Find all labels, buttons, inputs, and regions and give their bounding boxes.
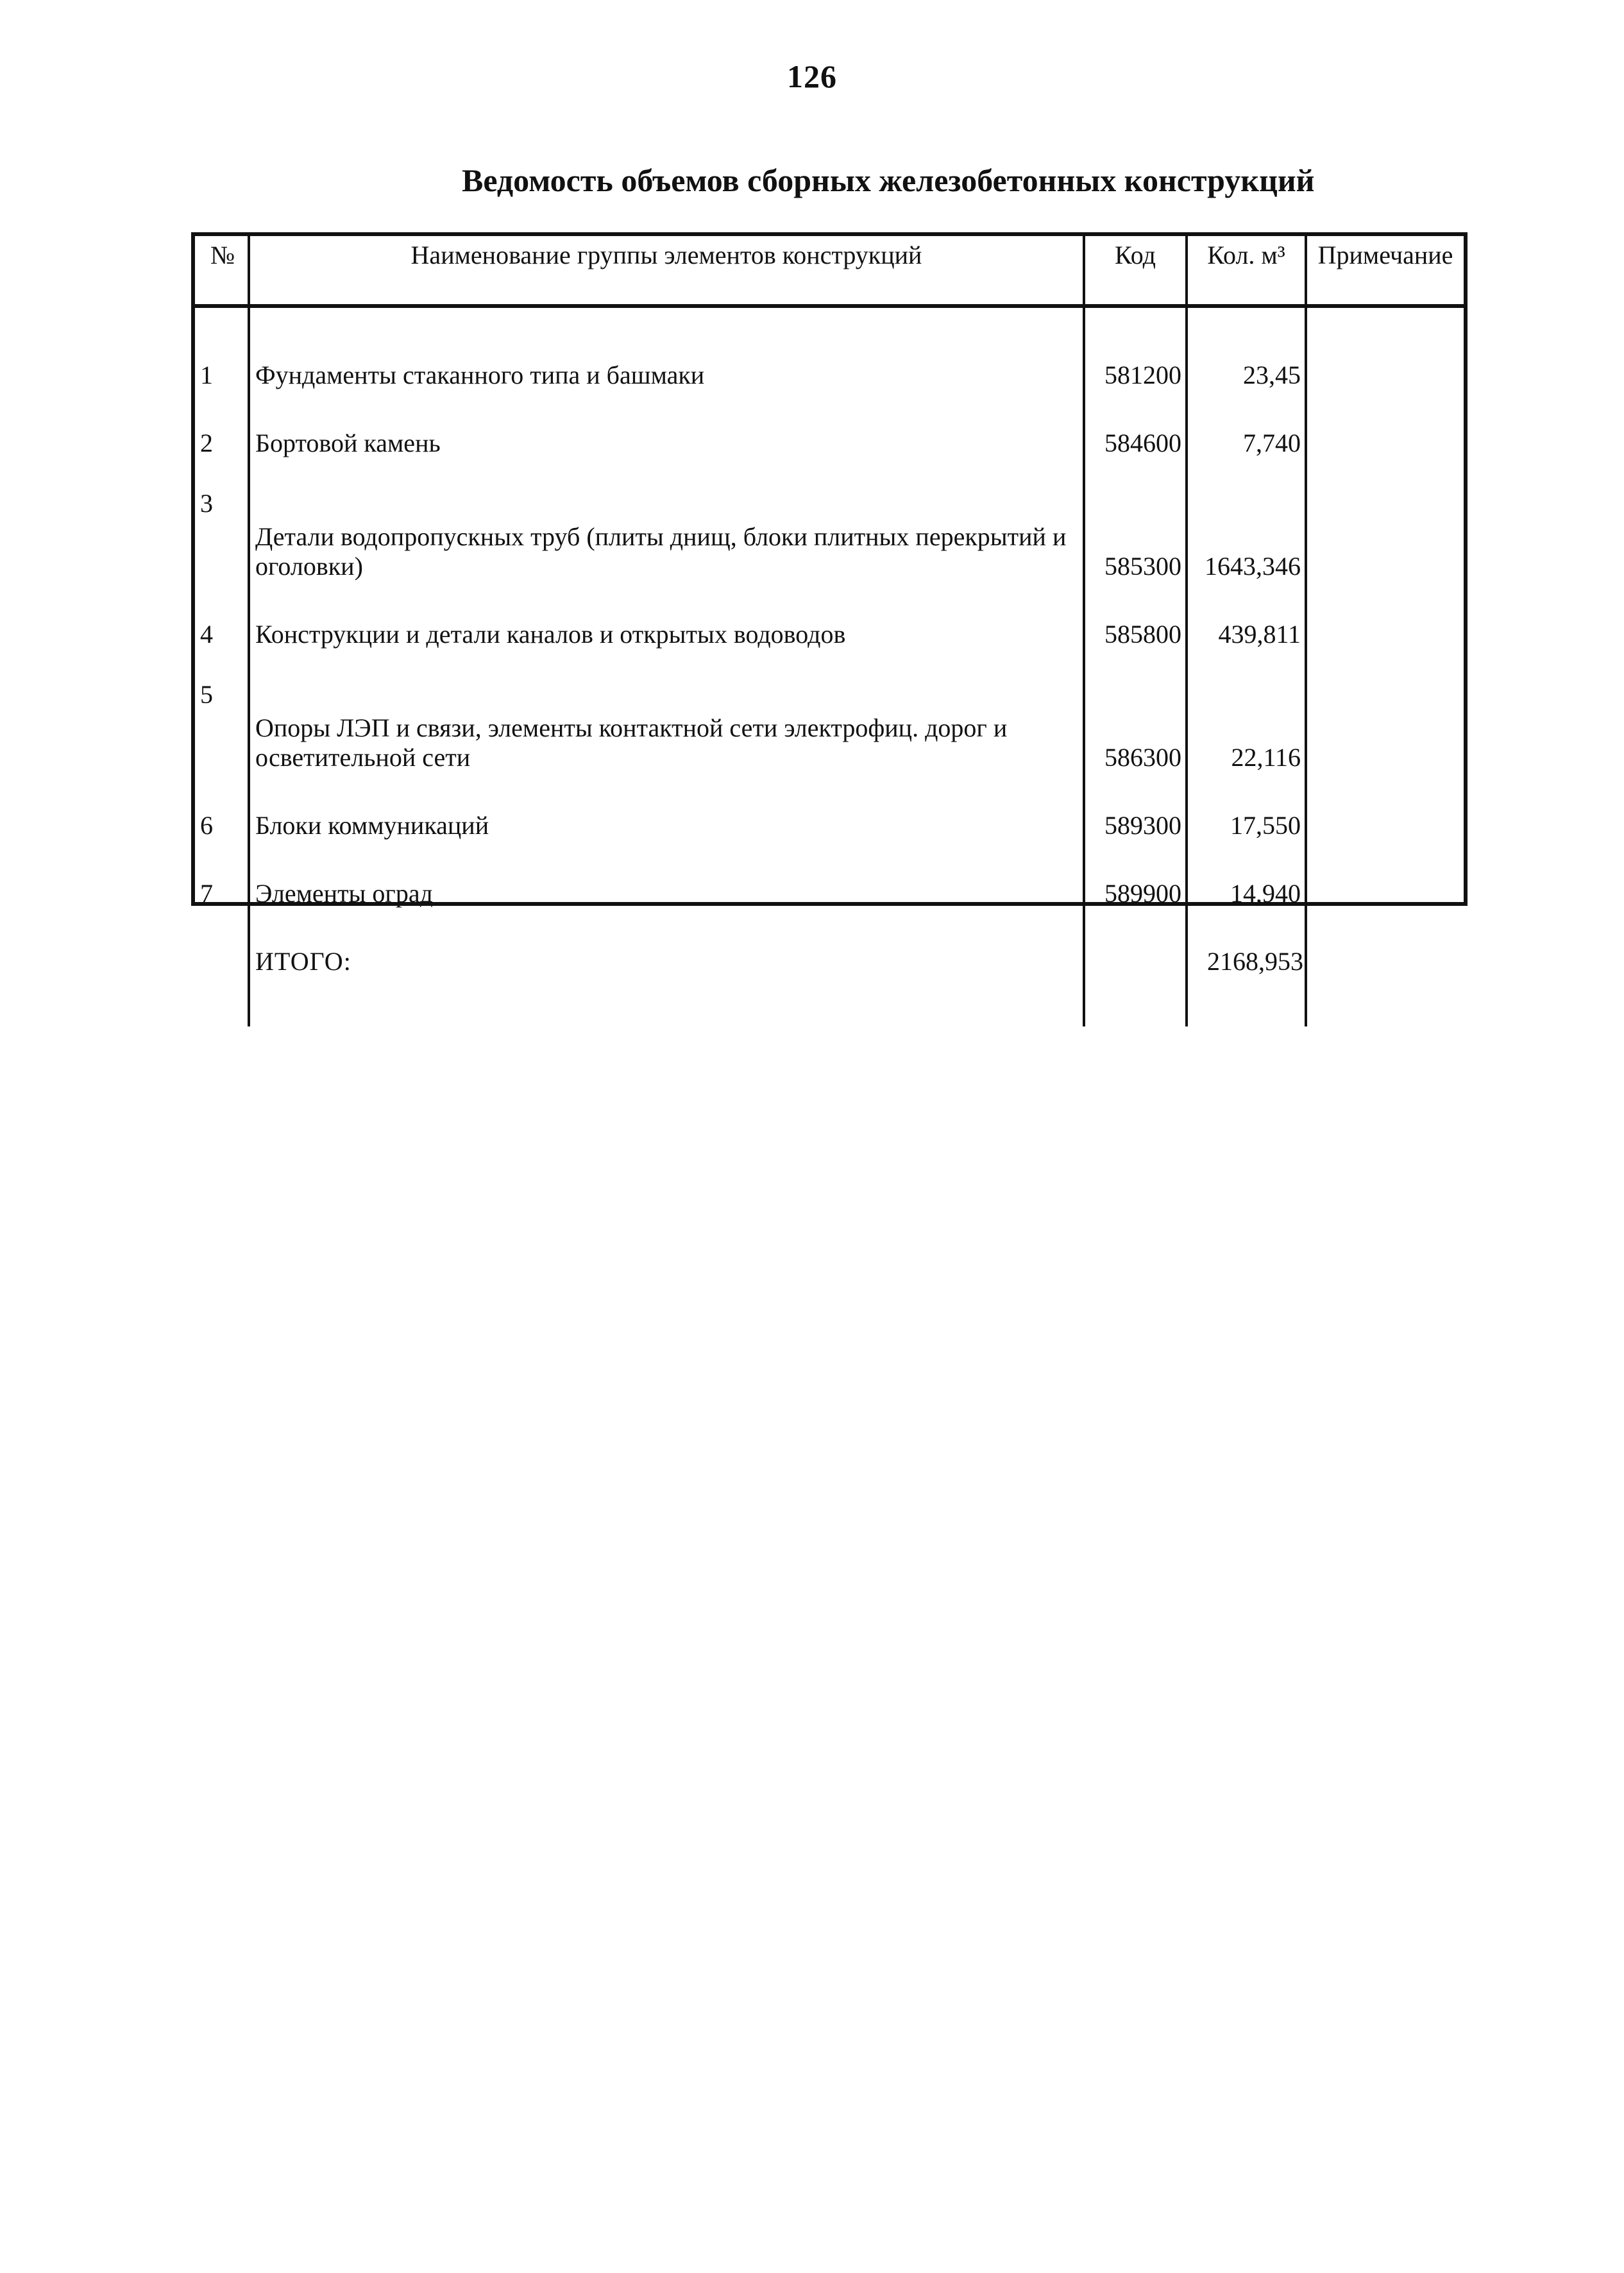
row-code: 589900 [1084, 846, 1187, 914]
total-code [1084, 914, 1187, 982]
spacer-row [195, 306, 1464, 327]
row-qty: 7,740 [1187, 395, 1306, 463]
total-note [1306, 914, 1464, 982]
table-row [195, 654, 1464, 778]
row-qty: 17,550 [1187, 778, 1306, 846]
table-row [195, 327, 1464, 395]
row-num: 7 [200, 879, 213, 908]
row-name: Бортовой камень [249, 395, 1084, 463]
row-qty: 22,116 [1187, 654, 1306, 778]
volumes-table [195, 236, 1464, 1026]
row-name: Блоки коммуникаций [249, 778, 1084, 846]
row-code: 585800 [1084, 586, 1187, 654]
row-code: 585300 [1084, 463, 1187, 586]
row-note [1306, 778, 1464, 846]
row-code: 581200 [1084, 327, 1187, 395]
row-note [1306, 395, 1464, 463]
bottom-spacer-row [195, 982, 1464, 1026]
table-row [195, 586, 1464, 654]
row-note [1306, 846, 1464, 914]
row-num: 6 [200, 811, 213, 840]
row-name: Опоры ЛЭП и связи, элементы контактной сети электрофиц. дорог и осветительной сети [249, 654, 1084, 778]
header-note: Примечание [1306, 236, 1464, 306]
row-name: Фундаменты стаканного типа и башмаки [249, 327, 1084, 395]
header-code: Код [1084, 236, 1187, 306]
document-title: Ведомость объемов сборных железобетонных конструкций [462, 162, 1315, 198]
total-qty: 2168,953 [1187, 914, 1306, 982]
row-name: Элементы оград [249, 846, 1084, 914]
row-num: 3 [200, 489, 213, 518]
header-qty: Кол. м³ [1187, 236, 1306, 306]
table-header-row [195, 236, 1464, 306]
table-row [195, 463, 1464, 586]
table-total-row [195, 914, 1464, 982]
row-note [1306, 654, 1464, 778]
row-qty: 439,811 [1187, 586, 1306, 654]
row-code: 584600 [1084, 395, 1187, 463]
page-number: 126 [787, 58, 837, 94]
row-qty: 23,45 [1187, 327, 1306, 395]
row-num: 2 [200, 429, 213, 457]
total-label: ИТОГО: [249, 914, 1084, 982]
row-qty: 14,940 [1187, 846, 1306, 914]
row-num: 1 [200, 361, 213, 389]
total-num [195, 914, 249, 982]
row-name: Конструкции и детали каналов и открытых водоводов [249, 586, 1084, 654]
row-note [1306, 586, 1464, 654]
row-note [1306, 327, 1464, 395]
row-qty: 1643,346 [1187, 463, 1306, 586]
row-name: Детали водопропускных труб (плиты днищ, блоки плитных перекрытий и оголовки) [249, 463, 1084, 586]
table-row [195, 778, 1464, 846]
row-note [1306, 463, 1464, 586]
row-code: 586300 [1084, 654, 1187, 778]
header-num: № [195, 236, 249, 306]
table-row [195, 395, 1464, 463]
row-num: 5 [200, 680, 213, 709]
table-row [195, 846, 1464, 914]
header-name: Наименование группы элементов конструкций [249, 236, 1084, 306]
row-num: 4 [200, 620, 213, 649]
row-code: 589300 [1084, 778, 1187, 846]
